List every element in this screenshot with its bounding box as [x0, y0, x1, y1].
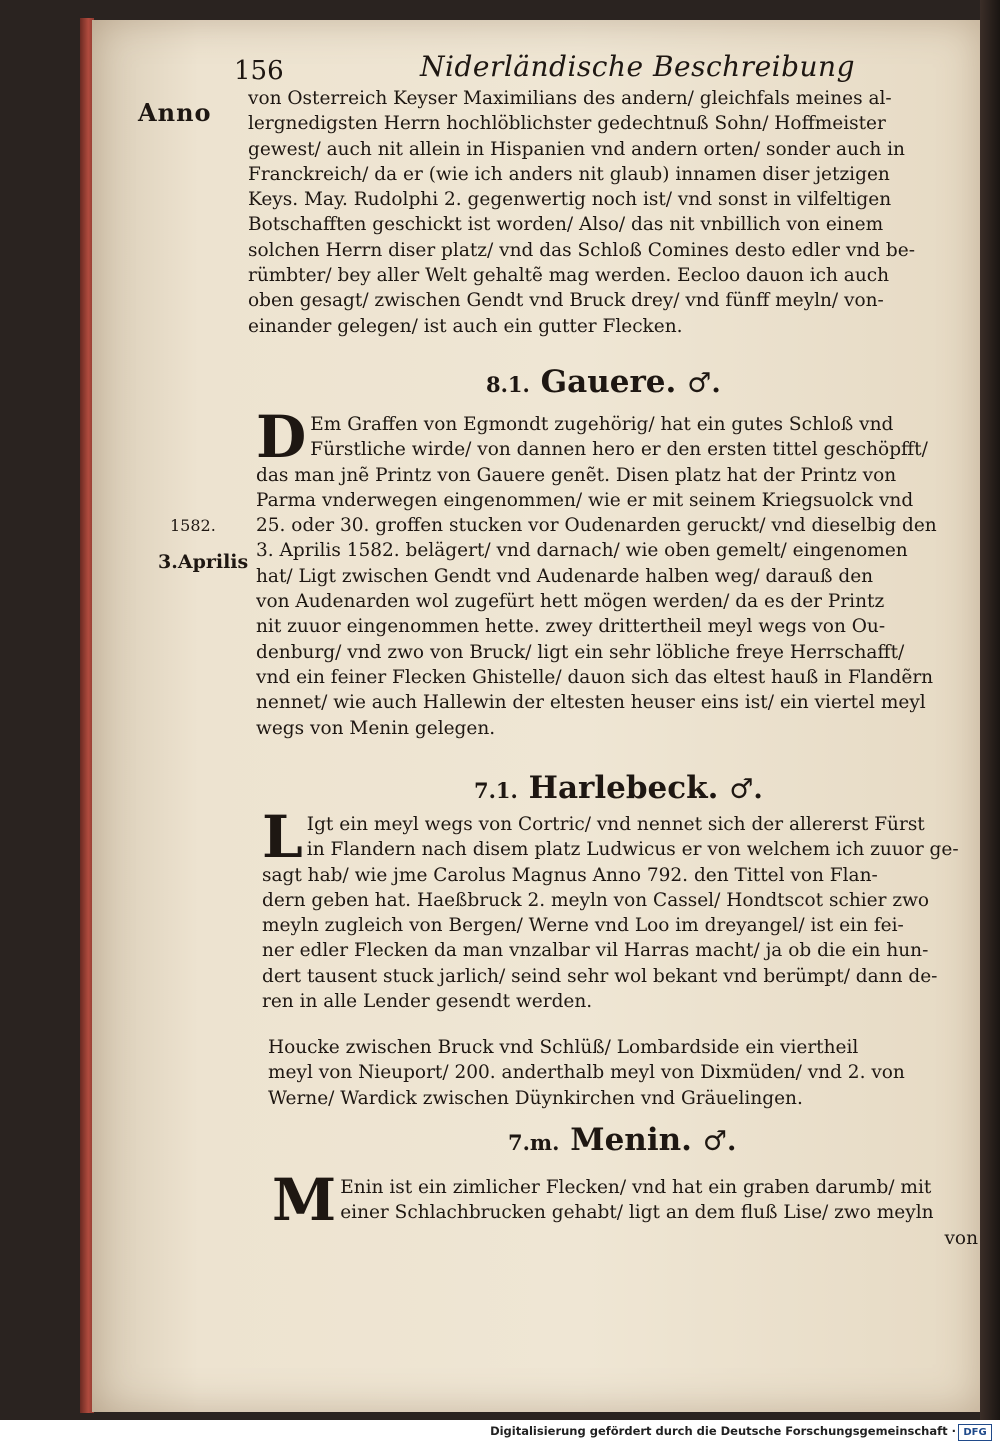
houcke-paragraph — [268, 1035, 984, 1111]
text-line: Werne/ Wardick zwischen Düynkirchen vnd Gräuelingen. — [268, 1087, 803, 1109]
mars-symbol-icon: ♂. — [702, 1126, 737, 1157]
text-line: denburg/ vnd zwo von Bruck/ ligt ein sehr löbliche freye Herrschafft/ — [256, 641, 905, 663]
text-line: gewest/ auch nit allein in Hispanien vnd andern orten/ sonder auch in — [248, 138, 905, 160]
mars-symbol-icon: ♂. — [687, 368, 721, 399]
text-line: Fürstliche wirde/ von dannen hero er den ersten tittel geschöpfft/ — [310, 439, 928, 461]
text-line: nit zuuor eingenommen hette. zwey drittertheil meyl wegs von Ou- — [256, 616, 886, 638]
text-line: von Osterreich Keyser Maximilians des andern/ gleichfals meines al- — [248, 88, 892, 109]
text-line: oben gesagt/ zwischen Gendt vnd Bruck drey/ vnd fünff meyln/ von- — [248, 290, 884, 312]
margin-note-anno: Anno — [138, 98, 212, 127]
harlebeck-paragraph — [262, 803, 978, 1014]
funding-credit: Digitalisierung gefördert durch die Deutsche Forschungsgemeinschaft · — [490, 1424, 956, 1438]
text-line: ner edler Flecken da man vnzalbar vil Harras macht/ ja ob die ein hun- — [262, 940, 929, 962]
text-line: meyln zugleich von Bergen/ Werne vnd Loo im dreyangel/ ist ein fei- — [262, 915, 904, 937]
margin-note-year: 1582. — [170, 516, 216, 535]
section-title: Gauere. — [540, 364, 677, 400]
text-line: einander gelegen/ ist auch ein gutter Flecken. — [248, 315, 683, 337]
text-line: nennet/ wie auch Hallewin der eltesten heuser eins ist/ ein viertel meyl — [256, 692, 926, 714]
running-head: Niderländische Beschreibung — [420, 50, 856, 83]
binding-shadow — [980, 0, 1000, 1420]
gauere-paragraph — [256, 403, 972, 741]
text-line: Houcke zwischen Bruck vnd Schlüß/ Lombardside ein viertheil — [268, 1037, 859, 1058]
text-line: wegs von Menin gelegen. — [256, 717, 496, 739]
dfg-logo-icon: DFG — [958, 1424, 992, 1441]
section-number: 7.1. — [474, 778, 518, 803]
text-line: 3. Aprilis 1582. belägert/ vnd darnach/ wie oben gemelt/ eingenomen — [256, 540, 908, 562]
drop-capital: L — [262, 803, 303, 871]
text-line: lergnedigsten Herrn hochlöblichster gedechtnuß Sohn/ Hoffmeister — [248, 113, 886, 135]
text-line: Keys. May. Rudolphi 2. gegenwertig noch ist/ vnd sonst in vilfeltigen — [248, 189, 892, 211]
text-line: dern geben hat. Haeßbruck 2. meyln von Cassel/ Hondtscot schier zwo — [262, 889, 930, 911]
drop-capital: D — [256, 403, 307, 471]
text-line: meyl von Nieuport/ 200. anderthalb meyl von Dixmüden/ vnd 2. von — [268, 1062, 905, 1084]
section-heading-menin — [508, 1122, 736, 1158]
text-line: Franckreich/ da er (wie ich anders nit glaub) innamen diser jetzigen — [248, 163, 890, 185]
margin-note-date: 3.Aprilis — [158, 551, 249, 573]
text-line: rümbter/ bey aller Welt gehaltẽ mag werden. Eecloo dauon ich auch — [248, 265, 890, 287]
text-line: solchen Herrn diser platz/ vnd das Schloß Comines desto edler vnd be- — [248, 239, 915, 261]
text-line: hat/ Ligt zwischen Gendt vnd Audenarde halben weg/ darauß den — [256, 565, 874, 587]
text-line: Parma vnderwegen eingenommen/ wie er mit seinem Kriegsuolck vnd — [256, 489, 914, 511]
intro-paragraph — [248, 86, 964, 339]
section-heading-harlebeck — [474, 770, 763, 806]
text-line: ren in alle Lender gesendt werden. — [262, 991, 593, 1013]
text-line: das man jnẽ Printz von Gauere genẽt. Disen platz hat der Printz von — [256, 464, 897, 486]
footer-bar — [0, 1420, 1000, 1445]
text-line: Enin ist ein zimlicher Flecken/ vnd hat ein graben darumb/ mit — [340, 1177, 932, 1198]
section-title: Harlebeck. — [528, 770, 719, 806]
menin-paragraph — [272, 1166, 978, 1251]
mars-symbol-icon: ♂. — [729, 774, 763, 805]
text-line: Igt ein meyl wegs von Cortric/ vnd nennet sich der allererst Fürst — [306, 814, 925, 835]
section-heading-gauere — [486, 364, 721, 400]
catchword: von — [944, 1227, 978, 1249]
text-line: Botschafften geschickt ist worden/ Also/ das nit vnbillich von einem — [248, 214, 884, 236]
section-number: 7.m. — [508, 1130, 560, 1155]
text-line: 25. oder 30. groffen stucken vor Oudenarden geruckt/ vnd dieselbig den — [256, 515, 937, 537]
section-number: 8.1. — [486, 372, 530, 397]
text-line: Em Graffen von Egmondt zugehörig/ hat ein gutes Schloß vnd — [310, 414, 894, 435]
text-line: dert tausent stuck jarlich/ seind sehr wol bekant vnd berümpt/ dann de- — [262, 965, 938, 987]
text-line: sagt hab/ wie jme Carolus Magnus Anno 792. den Tittel von Flan- — [262, 864, 878, 886]
text-line: in Flandern nach disem platz Ludwicus er von welchem ich zuuor ge- — [306, 839, 959, 861]
text-line: einer Schlachbrucken gehabt/ ligt an dem fluß Lise/ zwo meyln — [340, 1202, 934, 1224]
page-number: 156 — [234, 56, 284, 86]
text-line: vnd ein feiner Flecken Ghistelle/ dauon sich das eltest hauß in Flandẽrn — [256, 666, 934, 688]
section-title: Menin. — [570, 1122, 692, 1158]
text-line: von Audenarden wol zugefürt hett mögen werden/ da es der Printz — [256, 591, 885, 613]
drop-capital: M — [272, 1166, 337, 1234]
